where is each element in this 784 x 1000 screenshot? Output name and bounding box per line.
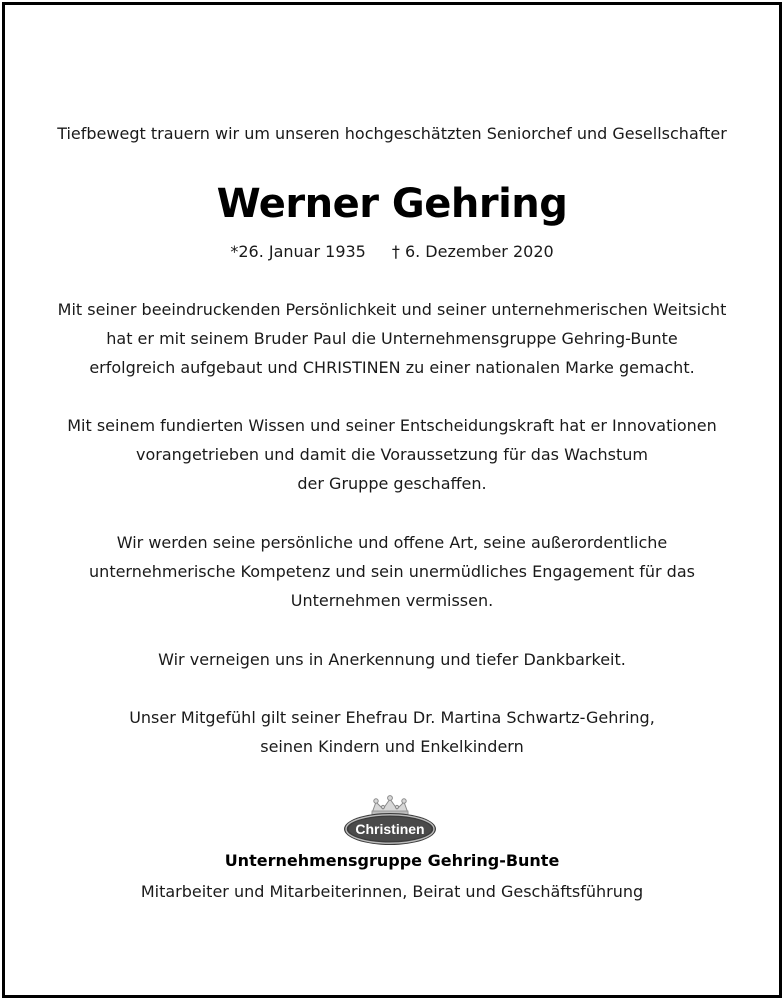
paragraph-2-line-2: vorangetrieben und damit die Voraussetzung für das Wachstum — [136, 445, 648, 464]
signature-line: Mitarbeiter und Mitarbeiterinnen, Beirat und Geschäftsführung — [140, 882, 644, 901]
company-name: Unternehmensgruppe Gehring-Bunte — [224, 851, 560, 870]
paragraph-1-line-2: hat er mit seinem Bruder Paul die Unternehmensgruppe Gehring-Bunte — [106, 329, 678, 348]
paragraph-2-line-3: der Gruppe geschaffen. — [297, 474, 487, 493]
logo-wordmark: Christinen — [355, 821, 425, 837]
paragraph-1-line-1: Mit seiner beeindruckenden Persönlichkeit und seiner unternehmerischen Weitsicht — [57, 300, 727, 319]
death-date: † 6. Dezember 2020 — [391, 242, 554, 261]
paragraph-5-line-2: seinen Kindern und Enkelkindern — [260, 737, 524, 756]
paragraph-3-line-3: Unternehmen vermissen. — [290, 591, 494, 610]
paragraph-3-line-1: Wir werden seine persönliche und offene Art, seine außerordentliche — [116, 533, 668, 552]
intro-text: Tiefbewegt trauern wir um unseren hochgeschätzten Seniorchef und Gesellschafter — [57, 124, 727, 143]
paragraph-2-line-1: Mit seinem fundierten Wissen und seiner Entscheidungskraft hat er Innovationen — [67, 416, 717, 435]
paragraph-4-line-1: Wir verneigen uns in Anerkennung und tiefer Dankbarkeit. — [158, 650, 626, 669]
paragraph-5-line-1: Unser Mitgefühl gilt seiner Ehefrau Dr. Martina Schwartz-Gehring, — [129, 708, 655, 727]
paragraph-3-line-2: unternehmerische Kompetenz und sein unermüdliches Engagement für das — [89, 562, 695, 581]
birth-date: *26. Januar 1935 — [230, 242, 366, 261]
christinen-crown-logo — [342, 795, 438, 847]
paragraph-1-line-3: erfolgreich aufgebaut und CHRISTINEN zu einer nationalen Marke gemacht. — [89, 358, 695, 377]
life-dates — [0, 237, 784, 266]
deceased-name: Werner Gehring — [216, 181, 568, 227]
